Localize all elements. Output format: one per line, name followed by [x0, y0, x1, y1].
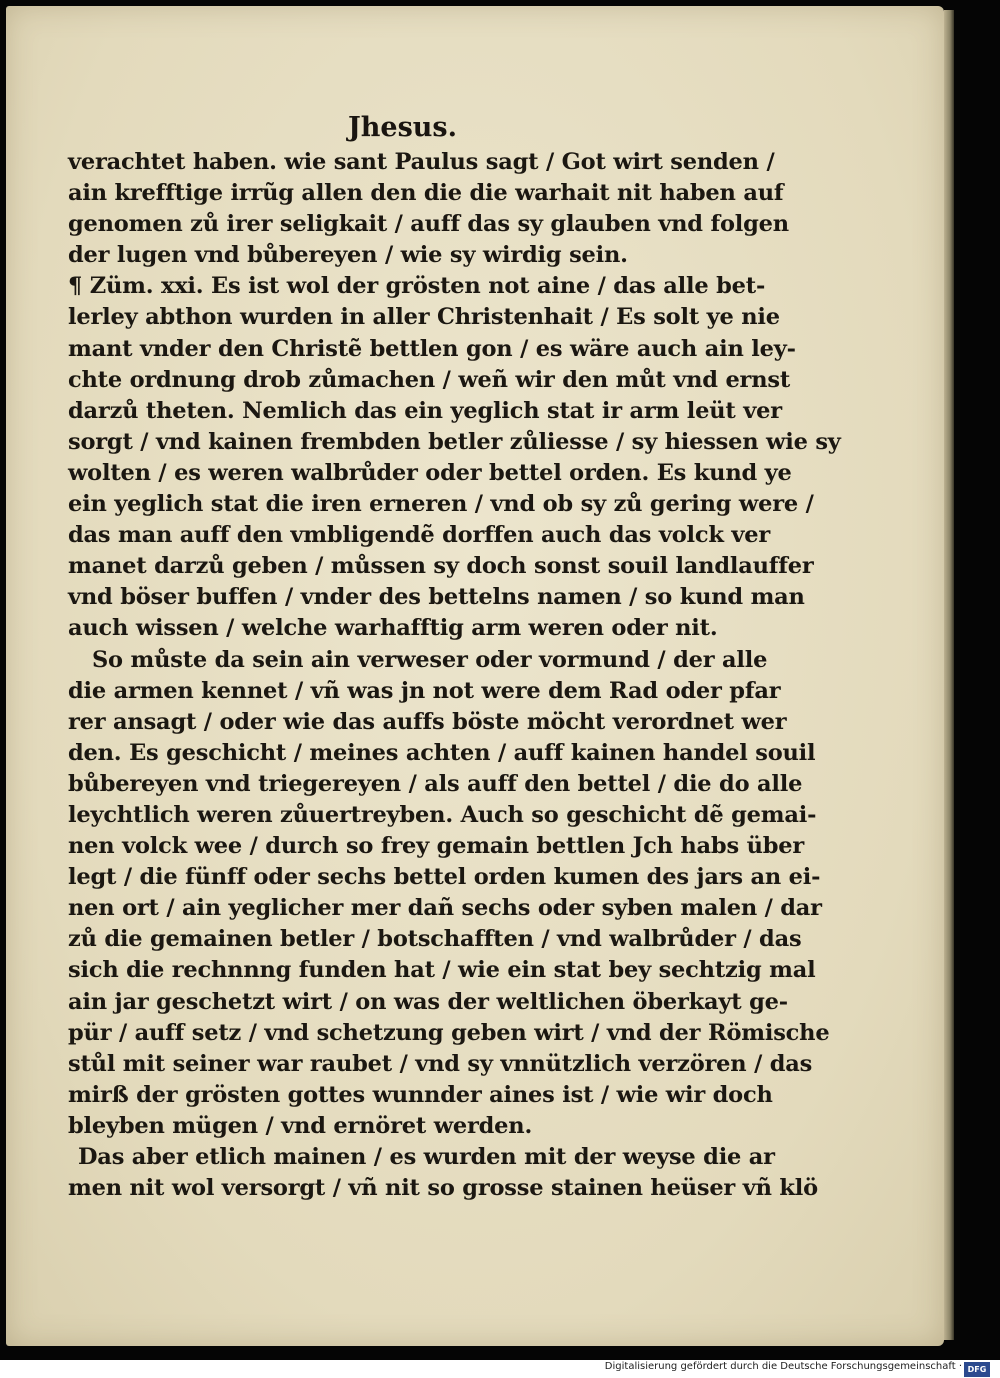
text-line: ein yeglich stat die iren erneren / vnd ob sy zů gering were / — [68, 491, 814, 518]
text-line: So můste da sein ain verweser oder vormund / der alle — [92, 646, 768, 673]
text-line: stůl mit seiner war raubet / vnd sy vnnützlich verzören / das — [68, 1050, 813, 1077]
page-text — [68, 147, 841, 1204]
text-line: legt / die fünff oder sechs bettel orden kumen des jars an ei- — [68, 864, 821, 891]
text-line: chte ordnung drob zůmachen / weñ wir den můt vnd ernst — [68, 366, 791, 393]
text-line: der lugen vnd bůbereyen / wie sy wirdig sein. — [68, 242, 628, 269]
text-line: auch wissen / welche warhafftig arm weren oder nit. — [68, 615, 718, 642]
text-line: bleyben mügen / vnd ernöret werden. — [68, 1112, 533, 1139]
text-line: ¶ Züm. xxi. Es ist wol der grösten not aine / das alle bet- — [68, 273, 766, 300]
text-line: den. Es geschicht / meines achten / auff kainen handel souil — [68, 739, 816, 766]
text-line: nen volck wee / durch so frey gemain bettlen Jch habs über — [68, 833, 805, 860]
page-header: Jhesus. — [348, 112, 458, 143]
page-edge — [944, 10, 954, 1340]
text-line: mirß der grösten gottes wunnder aines ist / wie wir doch — [68, 1081, 773, 1108]
text-line: die armen kennet / vñ was jn not were dem Rad oder pfar — [68, 677, 781, 704]
text-line: verachtet haben. wie sant Paulus sagt / Got wirt senden / — [68, 149, 775, 175]
text-line: pür / auff setz / vnd schetzung geben wirt / vnd der Römische — [68, 1019, 830, 1046]
text-line: men nit wol versorgt / vñ nit so grosse stainen heüser vñ klö — [68, 1175, 818, 1202]
text-line: zů die gemainen betler / botschafften / vnd walbrůder / das — [68, 926, 802, 953]
book-page — [6, 6, 944, 1346]
text-line: bůbereyen vnd triegereyen / als auff den bettel / die do alle — [68, 770, 803, 797]
dfg-logo: DFG — [964, 1362, 990, 1377]
text-line: sich die rechnnng funden hat / wie ein stat bey sechtzig mal — [68, 957, 816, 984]
text-line: nen ort / ain yeglicher mer dañ sechs oder syben malen / dar — [68, 895, 822, 922]
text-line: wolten / es weren walbrůder oder bettel orden. Es kund ye — [68, 459, 792, 486]
text-line: rer ansagt / oder wie das auffs böste möcht verordnet wer — [68, 708, 787, 735]
text-line: genomen zů irer seligkait / auff das sy glauben vnd folgen — [68, 211, 789, 238]
footer-credit: Digitalisierung gefördert durch die Deutsche Forschungsgemeinschaft · — [604, 1361, 962, 1372]
text-line: Das aber etlich mainen / es wurden mit der weyse die ar — [78, 1144, 775, 1170]
text-line: vnd böser buffen / vnder des bettelns namen / so kund man — [68, 584, 805, 611]
text-line: sorgt / vnd kainen frembden betler zůliesse / sy hiessen wie sy — [68, 428, 841, 455]
text-line: ain jar geschetzt wirt / on was der weltlichen öberkayt ge- — [68, 988, 788, 1015]
text-line: lerley abthon wurden in aller Christenhait / Es solt ye nie — [68, 304, 780, 331]
text-line: mant vnder den Christẽ bettlen gon / es wäre auch ain ley- — [68, 335, 796, 362]
text-line: das man auff den vmbligendẽ dorffen auch das volck ver — [68, 522, 771, 549]
text-line: leychtlich weren zůuertreyben. Auch so geschicht dẽ gemai- — [68, 801, 817, 828]
text-line: manet darzů geben / můssen sy doch sonst souil landlauffer — [68, 553, 814, 580]
text-line: darzů theten. Nemlich das ein yeglich stat ir arm leüt ver — [68, 397, 782, 424]
text-line: ain krefftige irrũg allen den die die warhait nit haben auf — [68, 180, 784, 207]
